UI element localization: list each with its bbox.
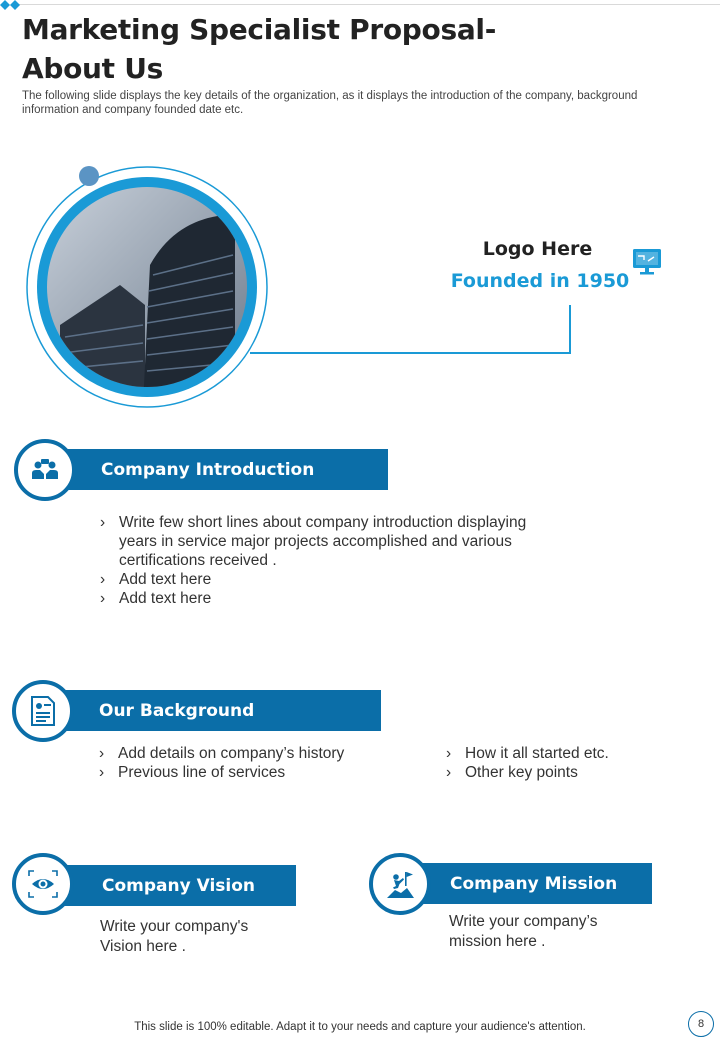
building-photo xyxy=(25,165,269,409)
meeting-icon xyxy=(30,455,60,485)
section-header-mission xyxy=(405,863,652,904)
background-bullets-left xyxy=(99,744,429,782)
connector-line xyxy=(569,305,571,353)
section-title-mission: Company Mission xyxy=(450,873,618,894)
list-item: › Add text here xyxy=(100,590,212,607)
introduction-bullets xyxy=(100,513,550,608)
section-title-vision: Company Vision xyxy=(102,875,256,896)
list-item: › Add details on company’s history xyxy=(99,745,345,762)
list-item: › Previous line of services xyxy=(99,764,286,781)
list-item: › Add text here xyxy=(100,571,212,588)
monitor-icon xyxy=(632,248,662,276)
page-number: 8 xyxy=(688,1011,714,1037)
eye-icon xyxy=(27,869,59,899)
page-title: Marketing Specialist Proposal- About Us xyxy=(22,13,497,85)
section-title-background: Our Background xyxy=(99,700,255,721)
footer-note: This slide is 100% editable. Adapt it to your needs and capture your audience's attention. xyxy=(134,1021,586,1033)
list-item: › How it all started etc. xyxy=(446,745,609,762)
section-icon-badge xyxy=(14,439,76,501)
logo-placeholder: Logo Here xyxy=(482,238,593,260)
vision-text: Write your company's Vision here . xyxy=(100,918,249,955)
page-subtitle: The following slide displays the key details of the organization, as it displays the introduction of the company, background information and company founded date etc. xyxy=(22,90,638,116)
section-title-introduction: Company Introduction xyxy=(101,459,315,480)
section-header-background xyxy=(52,690,381,731)
top-divider xyxy=(16,4,720,5)
founded-year: Founded in 1950 xyxy=(450,270,630,292)
section-icon-badge xyxy=(12,853,74,915)
connector-line xyxy=(250,352,571,354)
background-bullets-right xyxy=(446,744,696,782)
list-item: › Other key points xyxy=(446,764,578,781)
climber-flag-icon xyxy=(385,869,415,899)
mission-text: Write your company’s mission here . xyxy=(449,913,598,950)
corner-diamond-icon xyxy=(0,0,26,10)
section-header-introduction xyxy=(52,449,388,490)
section-icon-badge xyxy=(12,680,74,742)
section-header-vision xyxy=(52,865,296,906)
list-item: › Write few short lines about company introduction displaying years in service major projects accomplished and various certifications received . xyxy=(100,514,527,569)
document-icon xyxy=(30,696,56,726)
section-icon-badge xyxy=(369,853,431,915)
